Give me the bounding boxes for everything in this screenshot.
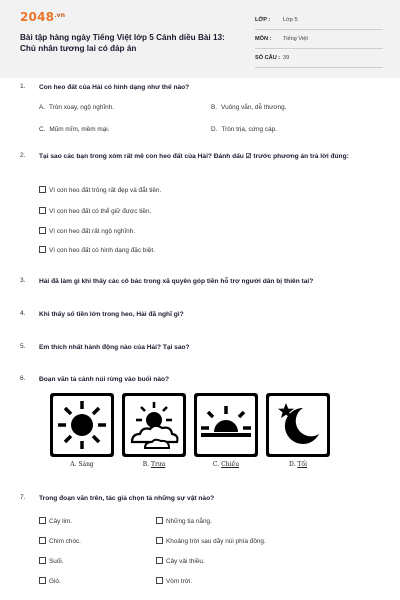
question-number: 3. bbox=[20, 277, 26, 284]
caption-text: Tối bbox=[297, 461, 308, 468]
question-number: 6. bbox=[20, 375, 26, 382]
worksheet-title: Bài tập hàng ngày Tiếng Việt lớp 5 Cánh diều Bài 13: Chủ nhân tương lai có đáp án bbox=[20, 33, 225, 53]
option-text: Những tia nắng. bbox=[166, 518, 212, 525]
caption-label: D. bbox=[288, 461, 296, 468]
meta-subject bbox=[255, 33, 383, 49]
worksheet-header bbox=[0, 0, 400, 78]
sun-icon bbox=[53, 396, 111, 454]
option-text: Vì con heo đất có thể giữ được tiền. bbox=[49, 208, 152, 215]
option-7f[interactable] bbox=[156, 556, 205, 565]
checkbox-icon[interactable] bbox=[39, 207, 46, 214]
question-number: 2. bbox=[20, 152, 26, 159]
checkbox-icon[interactable] bbox=[39, 186, 46, 193]
option-7g[interactable] bbox=[39, 576, 61, 585]
option-text: Chim chóc. bbox=[49, 538, 81, 545]
picture-caption-c bbox=[194, 461, 258, 468]
checkbox-icon[interactable] bbox=[156, 577, 163, 584]
caption-label: C. bbox=[212, 461, 220, 468]
option-2c[interactable] bbox=[39, 226, 135, 235]
checkbox-icon[interactable] bbox=[156, 557, 163, 564]
checkbox-icon[interactable] bbox=[39, 557, 46, 564]
checkbox-icon[interactable] bbox=[39, 227, 46, 234]
moon-star-icon bbox=[269, 396, 327, 454]
option-1c[interactable] bbox=[39, 126, 109, 133]
checkbox-icon[interactable] bbox=[39, 246, 46, 253]
caption-text: Sáng bbox=[78, 461, 94, 468]
picture-caption-a bbox=[50, 461, 114, 468]
option-text: Gió. bbox=[49, 578, 61, 585]
option-text: Vì con heo đất trông rất đẹp và đắt tiền. bbox=[49, 187, 162, 194]
option-text: Tròn trịa, cứng cáp. bbox=[221, 126, 277, 133]
question-text: Hải đã làm gì khi thấy các cô bác trong xã quyên góp tiền hỗ trợ người dân bị thiên tai? bbox=[39, 278, 314, 285]
option-7a[interactable] bbox=[39, 516, 72, 525]
option-7e[interactable] bbox=[39, 556, 64, 565]
option-label: D. bbox=[211, 126, 218, 133]
sunset-icon bbox=[197, 396, 255, 454]
site-logo[interactable] bbox=[20, 10, 65, 24]
logo-suffix: .vn bbox=[54, 12, 66, 19]
option-7b[interactable] bbox=[156, 516, 212, 525]
option-text: Khoảng trời sau dãy núi phía đông. bbox=[166, 538, 266, 545]
question-text: Trong đoạn văn trên, tác giả chọn tả những sự vật nào? bbox=[39, 495, 215, 502]
option-7d[interactable] bbox=[156, 536, 266, 545]
checkbox-icon[interactable] bbox=[39, 517, 46, 524]
option-text: Tròn xoay, ngộ nghĩnh. bbox=[49, 104, 115, 111]
option-text: Mũm mĩm, mềm mại. bbox=[49, 126, 110, 133]
option-7c[interactable] bbox=[39, 536, 81, 545]
option-text: Suối. bbox=[49, 558, 64, 565]
picture-frame bbox=[197, 396, 255, 454]
question-number: 7. bbox=[20, 494, 26, 501]
question-number: 4. bbox=[20, 310, 26, 317]
meta-value: Tiếng Việt bbox=[283, 36, 308, 42]
logo-text: 2048 bbox=[20, 10, 55, 24]
picture-frame bbox=[53, 396, 111, 454]
picture-caption-d bbox=[266, 461, 330, 468]
picture-option-b[interactable] bbox=[122, 393, 186, 457]
question-text: Khi thấy số tiền lớn trong heo, Hải đã nghĩ gì? bbox=[39, 311, 184, 318]
meta-info bbox=[255, 14, 383, 71]
question-text: Con heo đất của Hải có hình dạng như thế nào? bbox=[39, 84, 190, 91]
picture-frame bbox=[125, 396, 183, 454]
option-1d[interactable] bbox=[211, 126, 277, 133]
checkbox-icon[interactable] bbox=[39, 537, 46, 544]
picture-option-c[interactable] bbox=[194, 393, 258, 457]
option-text: Vì con heo đất rất ngộ nghĩnh. bbox=[49, 228, 135, 235]
meta-key: LỚP : bbox=[255, 17, 271, 23]
caption-text: Trưa bbox=[150, 461, 166, 468]
question-text: Tại sao các bạn trong xóm rất mê con heo đất của Hải? Đánh dấu ☑ trước phương án trả lời đúng: bbox=[39, 153, 349, 160]
option-1b[interactable] bbox=[211, 104, 287, 111]
meta-key: MÔN : bbox=[255, 36, 272, 42]
option-text: Vòm trời. bbox=[166, 578, 193, 585]
option-7h[interactable] bbox=[156, 576, 192, 585]
picture-choices bbox=[50, 393, 332, 468]
meta-question-count bbox=[255, 52, 383, 68]
meta-key: SỐ CÂU : bbox=[255, 55, 281, 61]
picture-option-a[interactable] bbox=[50, 393, 114, 457]
checkbox-icon[interactable] bbox=[156, 537, 163, 544]
question-number: 1. bbox=[20, 83, 26, 90]
option-text: Vuông vắn, dễ thương. bbox=[221, 104, 287, 111]
meta-class bbox=[255, 14, 383, 30]
option-2a[interactable] bbox=[39, 185, 161, 194]
caption-text: Chiều bbox=[221, 461, 240, 468]
option-1a[interactable] bbox=[39, 104, 114, 111]
meta-value: Lớp 5 bbox=[283, 17, 298, 23]
option-2d[interactable] bbox=[39, 245, 155, 254]
question-text: Em thích nhất hành động nào của Hải? Tại sao? bbox=[39, 344, 190, 351]
picture-caption-b bbox=[122, 461, 186, 468]
caption-label: A. bbox=[70, 461, 77, 468]
meta-value: 39 bbox=[283, 55, 290, 61]
option-text: Cây lim. bbox=[49, 518, 73, 525]
picture-option-d[interactable] bbox=[266, 393, 330, 457]
sun-cloud-icon bbox=[125, 396, 183, 454]
option-text: Cây vải thiều. bbox=[166, 558, 205, 565]
option-2b[interactable] bbox=[39, 206, 151, 215]
option-label: A. bbox=[39, 104, 46, 111]
option-text: Vì con heo đất có hình dạng đặc biệt. bbox=[49, 247, 155, 254]
question-number: 5. bbox=[20, 343, 26, 350]
checkbox-icon[interactable] bbox=[156, 517, 163, 524]
question-text: Đoạn văn tả cảnh núi rừng vào buổi nào? bbox=[39, 376, 170, 383]
picture-frame bbox=[269, 396, 327, 454]
caption-label: B. bbox=[142, 461, 150, 468]
checkbox-icon[interactable] bbox=[39, 577, 46, 584]
option-label: B. bbox=[211, 104, 218, 111]
option-label: C. bbox=[39, 126, 46, 133]
